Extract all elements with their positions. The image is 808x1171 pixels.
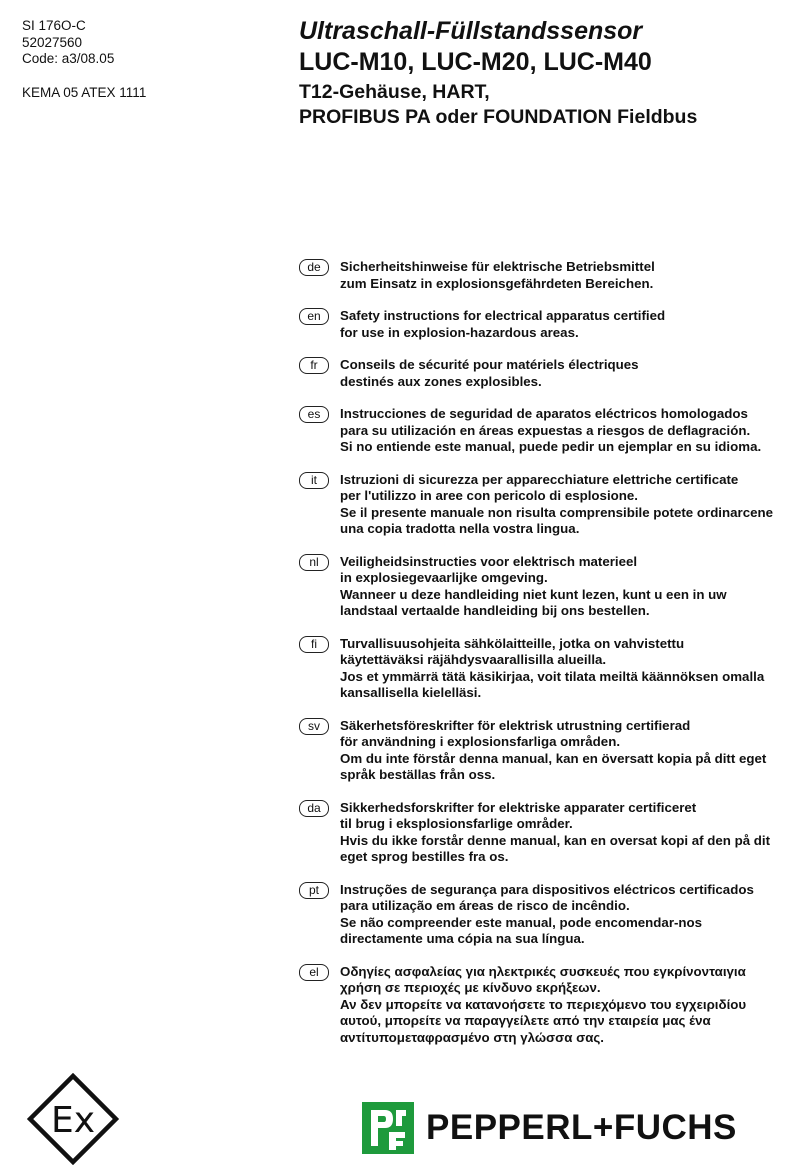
safety-text-line: Οδηγίες ασφαλείας για ηλεκτρικές συσκευές που εγκρίνονταιγια <box>340 963 746 979</box>
safety-text-line: til brug i eksplosionsfarlige områder. <box>340 816 573 831</box>
title-models: LUC-M10, LUC-M20, LUC-M40 <box>299 48 652 76</box>
document-title <box>299 16 697 130</box>
revision-code: Code: a3/08.05 <box>22 51 115 66</box>
language-section-da <box>299 800 789 866</box>
safety-text <box>340 472 789 538</box>
language-section-de <box>299 259 789 292</box>
safety-text-line: χρήση σε περιοχές με κίνδυνο εκρήξεων. <box>340 980 601 995</box>
safety-text-line: una copia tradotta nella vostra lingua. <box>340 521 580 536</box>
safety-text-line: Sicherheitshinweise für elektrische Betriebsmittel <box>340 259 655 274</box>
safety-text-line: αυτού, μπορείτε να παραγγείλετε από την εταιρεία μας ένα <box>340 1013 711 1028</box>
language-section-fi <box>299 636 789 702</box>
language-code-badge: es <box>299 406 329 423</box>
safety-text-line: Conseils de sécurité pour matériels électriques <box>340 357 639 372</box>
safety-text-line: Jos et ymmärrä tätä käsikirjaa, voit tilata meiltä käännöksen omalla <box>340 668 765 684</box>
language-section-el <box>299 964 789 1047</box>
language-section-fr <box>299 357 789 390</box>
safety-text-line: Se il presente manuale non risulta comprensibile potete ordinarcene <box>340 504 774 520</box>
safety-text-line: Turvallisuusohjeita sähkölaitteille, jotka on vahvistettu <box>340 635 685 651</box>
safety-text <box>340 882 789 948</box>
safety-text <box>340 554 789 620</box>
safety-text-line: eget sprog bestilles fra os. <box>340 849 509 864</box>
safety-text-line: Safety instructions for electrical apparatus certified <box>340 308 666 323</box>
language-code-badge: de <box>299 259 329 276</box>
safety-text-line: Instruções de segurança para dispositivos eléctricos certificados <box>340 881 754 897</box>
safety-text-line: destinés aux zones explosibles. <box>340 373 542 389</box>
safety-text-line: per l'utilizzo in aree con pericolo di esplosione. <box>340 488 638 503</box>
safety-text-line: Hvis du ikke forstår denne manual, kan en oversat kopi af den på dit <box>340 832 771 848</box>
safety-text <box>340 308 789 341</box>
document-meta <box>22 18 146 101</box>
safety-text-line: Istruzioni di sicurezza per apparecchiature elettriche certificate <box>340 471 739 487</box>
safety-text <box>340 636 789 702</box>
safety-text <box>340 357 789 390</box>
part-number: 52027560 <box>22 34 83 50</box>
safety-text-line: landstaal vertaalde handleiding bij ons bestellen. <box>340 603 650 618</box>
safety-text-line: käytettäväksi räjähdysvaarallisilla alueilla. <box>340 652 607 667</box>
safety-text-line: Om du inte förstår denna manual, kan en översatt kopia på ditt eget <box>340 750 767 766</box>
language-code-badge: el <box>299 964 329 981</box>
ex-symbol-text: Ex <box>50 1100 96 1141</box>
safety-text-line: Se não compreender este manual, pode encomendar-nos <box>340 914 703 930</box>
safety-text-line: Säkerhetsföreskrifter för elektrisk utrustning certifierad <box>340 717 691 733</box>
safety-text-line: kansallisella kielelläsi. <box>340 685 482 700</box>
safety-text-line: para utilização em áreas de risco de incêndio. <box>340 898 630 913</box>
safety-text <box>340 259 789 292</box>
company-logo <box>362 1102 737 1154</box>
certificate-number: KEMA 05 ATEX 1111 <box>22 84 147 100</box>
language-code-badge: pt <box>299 882 329 899</box>
safety-text <box>340 718 789 784</box>
safety-text-line: for use in explosion-hazardous areas. <box>340 324 579 340</box>
language-code-badge: nl <box>299 554 329 571</box>
pepperl-fuchs-emblem-icon <box>362 1102 414 1154</box>
safety-text-line: directamente uma cópia na sua língua. <box>340 931 585 946</box>
title-housing: T12-Gehäuse, HART, <box>299 81 490 103</box>
language-section-es <box>299 406 789 456</box>
title-fieldbus: PROFIBUS PA oder FOUNDATION Fieldbus <box>299 106 698 128</box>
safety-text-line: Wanneer u deze handleiding niet kunt lezen, kunt u een in uw <box>340 586 727 602</box>
safety-text-line: zum Einsatz in explosionsgefährdeten Bereichen. <box>340 275 654 291</box>
language-code-badge: da <box>299 800 329 817</box>
safety-text-line: αντίτυπομεταφρασμένο στη γλώσσα σας. <box>340 1029 604 1045</box>
safety-text-line: in explosiegevaarlijke omgeving. <box>340 570 548 585</box>
safety-text-line: Αν δεν μπορείτε να κατανοήσετε το περιεχόμενο του εγχειριδίου <box>340 996 747 1012</box>
safety-text <box>340 800 789 866</box>
language-section-sv <box>299 718 789 784</box>
ex-hazard-icon <box>27 1073 119 1165</box>
safety-text-line: Sikkerhedsforskrifter for elektriske apparater certificeret <box>340 799 697 815</box>
safety-text-line: para su utilización en áreas expuestas a riesgos de deflagración. <box>340 422 751 438</box>
language-section-pt <box>299 882 789 948</box>
safety-text-line: Si no entiende este manual, puede pedir un ejemplar en su idioma. <box>340 439 762 454</box>
safety-text-line: Veiligheidsinstructies voor elektrisch materieel <box>340 553 638 569</box>
safety-text <box>340 406 789 456</box>
language-code-badge: it <box>299 472 329 489</box>
safety-text-line: för användning i explosionsfarliga områden. <box>340 734 621 749</box>
language-section-nl <box>299 554 789 620</box>
title-product: Ultraschall-Füllstandssensor <box>299 17 643 45</box>
language-section-en <box>299 308 789 341</box>
safety-text-line: språk beställas från oss. <box>340 767 496 782</box>
language-list <box>299 259 789 1062</box>
language-section-it <box>299 472 789 538</box>
safety-text <box>340 964 789 1047</box>
language-code-badge: en <box>299 308 329 325</box>
doc-id: SI 176O-C <box>22 18 86 33</box>
brand-name: PEPPERL+FUCHS <box>426 1108 737 1147</box>
language-code-badge: fr <box>299 357 329 374</box>
safety-text-line: Instrucciones de seguridad de aparatos eléctricos homologados <box>340 406 748 421</box>
language-code-badge: sv <box>299 718 329 735</box>
language-code-badge: fi <box>299 636 329 653</box>
